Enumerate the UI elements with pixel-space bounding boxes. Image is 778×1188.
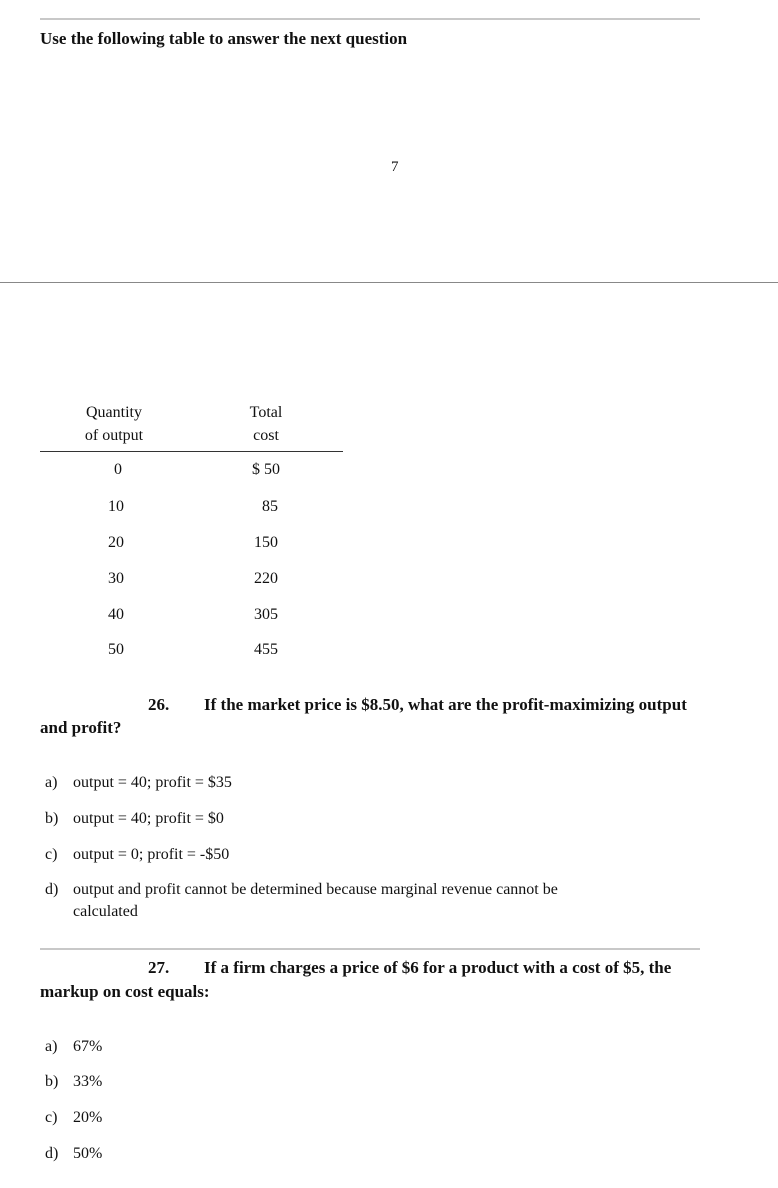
quantity-cell: 20 bbox=[108, 534, 124, 551]
answer-option-b[interactable] bbox=[45, 1071, 102, 1093]
option-label: a) bbox=[45, 1038, 58, 1055]
cost-cell: 85 bbox=[262, 498, 278, 515]
header-quantity: Quantity of output bbox=[84, 404, 144, 444]
cost-cell: $ 50 bbox=[252, 461, 280, 478]
option-text: 20% bbox=[73, 1109, 103, 1126]
option-text: 67% bbox=[73, 1038, 103, 1055]
quantity-cell: 30 bbox=[108, 570, 124, 587]
answer-option-a[interactable] bbox=[45, 772, 232, 794]
cost-cell: 220 bbox=[254, 570, 278, 587]
question-divider bbox=[40, 948, 700, 950]
quantity-cell: 0 bbox=[114, 461, 122, 478]
answer-option-d[interactable] bbox=[45, 879, 558, 923]
option-label: d) bbox=[45, 1145, 59, 1162]
option-label: b) bbox=[45, 1073, 59, 1090]
table-header-rule bbox=[40, 451, 343, 452]
question-number: 27. bbox=[148, 958, 170, 977]
option-text: output = 40; profit = $0 bbox=[73, 810, 224, 827]
question-text: If a firm charges a price of $6 for a product with a cost of $5, the bbox=[204, 958, 672, 977]
page-break-line bbox=[0, 282, 778, 283]
option-text: output and profit cannot be determined because marginal revenue cannot be bbox=[73, 881, 558, 898]
cost-cell: 305 bbox=[254, 606, 278, 623]
option-text: output = 40; profit = $35 bbox=[73, 774, 232, 791]
answer-option-d[interactable] bbox=[45, 1143, 102, 1165]
option-text: 50% bbox=[73, 1145, 103, 1162]
quantity-cell: 50 bbox=[108, 641, 124, 658]
table-instruction: Use the following table to answer the next question bbox=[40, 29, 408, 48]
question-text-continued: and profit? bbox=[40, 718, 122, 737]
question-text-continued: markup on cost equals: bbox=[40, 982, 210, 1001]
option-text: output = 0; profit = -$50 bbox=[73, 846, 230, 863]
option-label: a) bbox=[45, 774, 58, 791]
question-number: 26. bbox=[148, 695, 170, 714]
option-label: c) bbox=[45, 846, 58, 863]
quantity-cell: 10 bbox=[108, 498, 124, 515]
option-text: 33% bbox=[73, 1073, 103, 1090]
option-label: d) bbox=[45, 881, 59, 898]
quantity-cell: 40 bbox=[108, 606, 124, 623]
answer-option-b[interactable] bbox=[45, 808, 224, 830]
option-label: c) bbox=[45, 1109, 58, 1126]
answer-option-a[interactable] bbox=[45, 1036, 102, 1058]
top-divider bbox=[40, 18, 700, 20]
header-total-cost: Total cost bbox=[249, 404, 283, 444]
answer-option-c[interactable] bbox=[45, 1107, 102, 1129]
page-number: 7 bbox=[391, 159, 399, 175]
option-label: b) bbox=[45, 810, 59, 827]
cost-cell: 455 bbox=[254, 641, 278, 658]
option-text-continued: calculated bbox=[73, 903, 138, 920]
question-text: If the market price is $8.50, what are the profit-maximizing output bbox=[204, 695, 687, 714]
answer-option-c[interactable] bbox=[45, 844, 229, 866]
cost-cell: 150 bbox=[254, 534, 278, 551]
